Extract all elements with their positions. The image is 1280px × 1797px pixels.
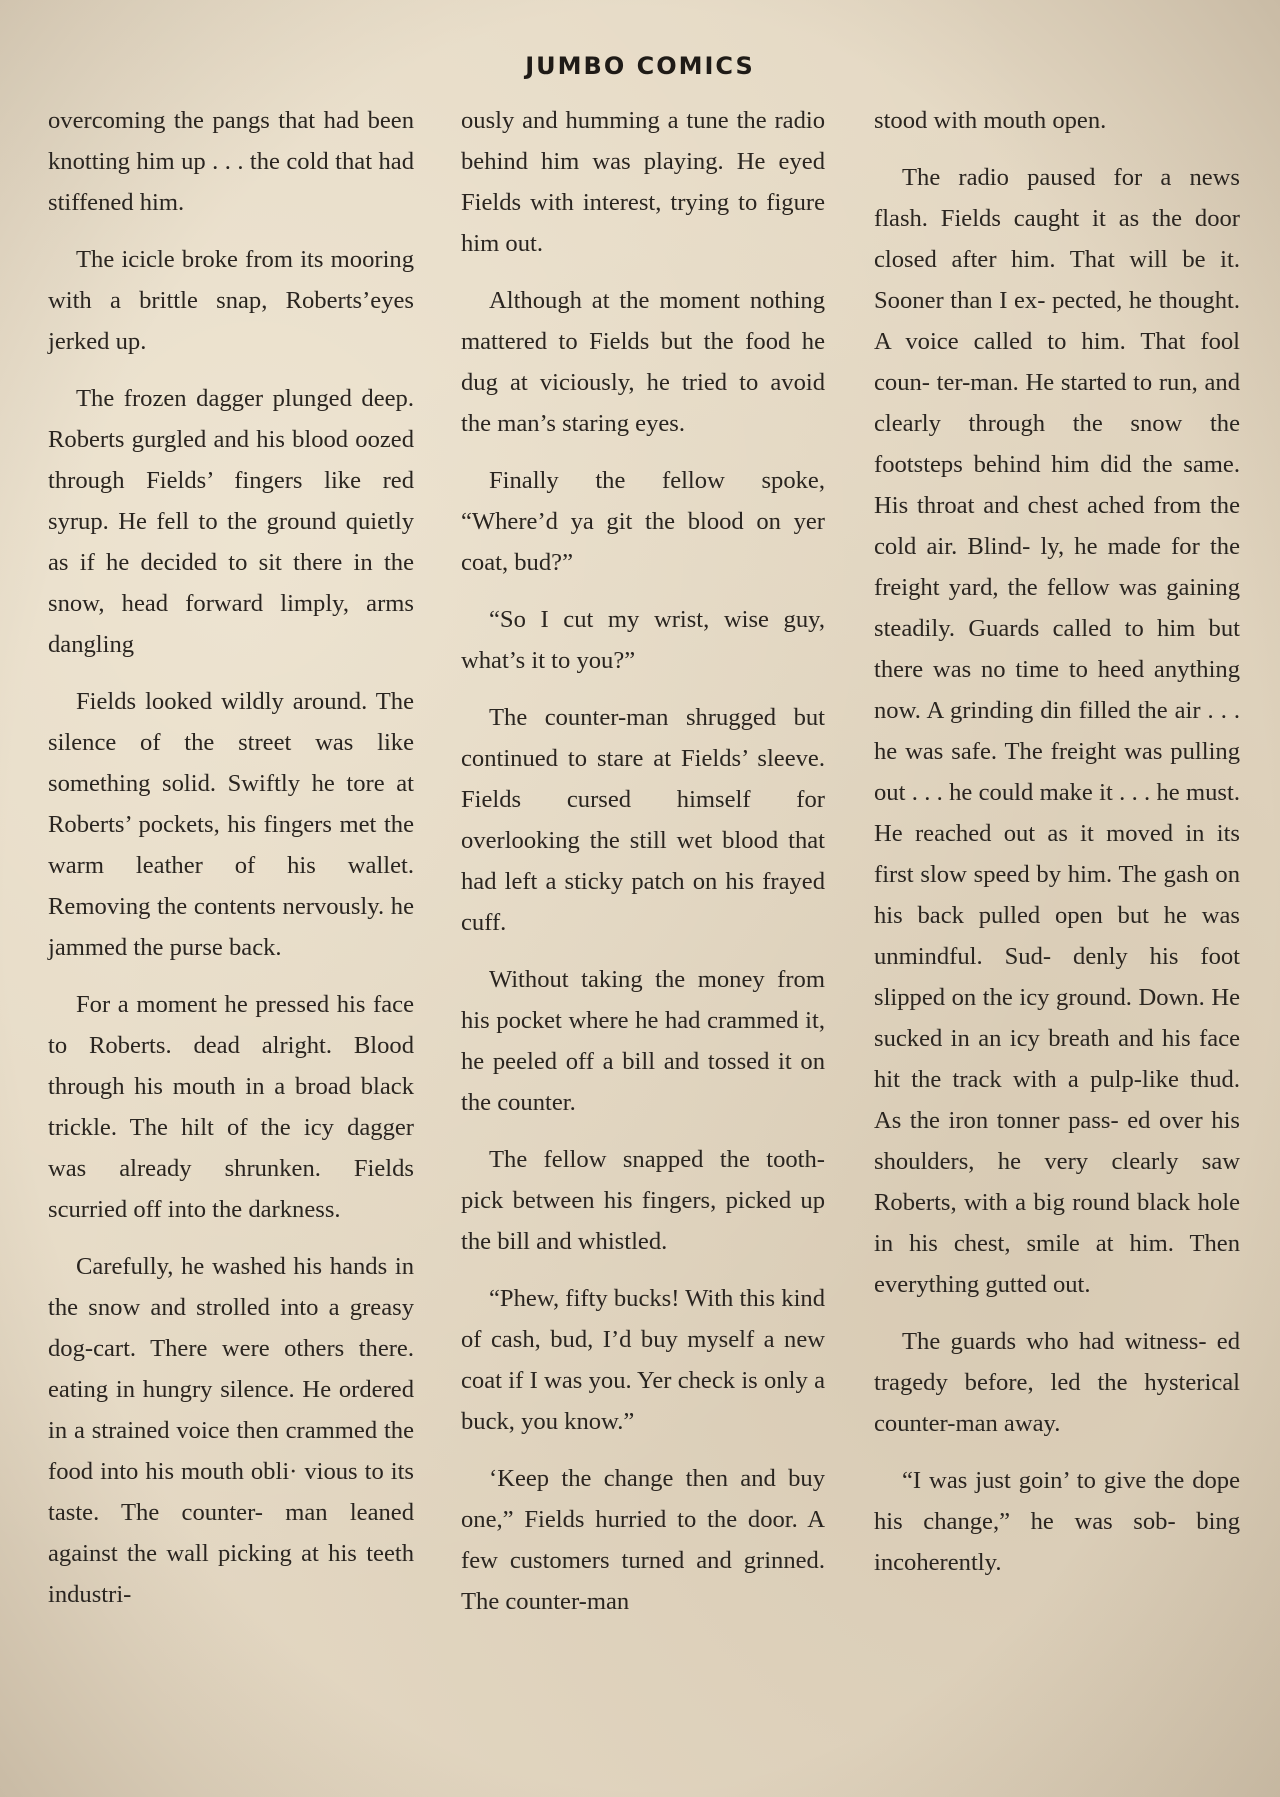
- paragraph: “I was just goin’ to give the dope his change,” he was sob- bing incoherently.: [874, 1467, 1240, 1576]
- text-column-3: [874, 100, 1240, 1583]
- paragraph: “So I cut my wrist, wise guy, what’s it to you?”: [461, 606, 825, 674]
- running-header: JUMBO COMICS: [525, 52, 755, 80]
- paragraph: Carefully, he washed his hands in the snow and strolled into a greasy dog-cart. There were others there. eating in hungry silence. He ordered in a strained voice then crammed the food into his mouth obli· vious to its taste. The counter- man leaned against the wall picking at his teeth industri-: [48, 1253, 414, 1608]
- text-column-2: [461, 100, 825, 1622]
- paragraph: stood with mouth open.: [874, 107, 1107, 134]
- paragraph: ously and humming a tune the radio behind him was playing. He eyed Fields with interest, trying to figure him out.: [461, 107, 825, 257]
- paragraph: The fellow snapped the tooth-pick between his fingers, picked up the bill and whistled.: [461, 1146, 825, 1255]
- paragraph: For a moment he pressed his face to Roberts. dead alright. Blood through his mouth in a broad black trickle. The hilt of the icy dagger was already shrunken. Fields scurried off into the darkness.: [48, 991, 414, 1223]
- paragraph: overcoming the pangs that had been knotting him up . . . the cold that had stiffened him.: [48, 107, 414, 216]
- paragraph: The radio paused for a news flash. Fields caught it as the door closed after him. That will be it. Sooner than I ex- pected, he thought. A voice called to him. That fool coun- ter-man. He started to run, and clearly through the snow the footsteps behind him did the same. His throat and chest ached from the cold air. Blind- ly, he made for the freight yard, the fellow was gaining steadily. Guards called to him but there was no time to heed anything now. A grinding din filled the air . . . he was safe. The freight was pulling out . . . he could make it . . . he must. He reached out as it moved in its first slow speed by him. The gash on his back pulled open but he was unmindful. Sud- denly his foot slipped on the icy ground. Down. He sucked in an icy breath and his face hit the track with a pulp-like thud. As the iron tonner pass- ed over his shoulders, he very clearly saw Roberts, with a big round black hole in his chest, smile at him. Then everything gutted out.: [874, 164, 1240, 1298]
- text-column-1: [48, 100, 414, 1615]
- paragraph: Although at the moment nothing mattered to Fields but the food he dug at viciously, he tried to avoid the man’s staring eyes.: [461, 287, 825, 437]
- paragraph: The icicle broke from its mooring with a brittle snap, Roberts’eyes jerked up.: [48, 246, 414, 355]
- paragraph: “Phew, fifty bucks! With this kind of cash, bud, I’d buy myself a new coat if I was you. Yer check is only a buck, you know.”: [461, 1285, 825, 1435]
- paragraph: ‘Keep the change then and buy one,” Fields hurried to the door. A few customers turned and grinned. The counter-man: [461, 1465, 825, 1615]
- paragraph: The frozen dagger plunged deep. Roberts gurgled and his blood oozed through Fields’ fingers like red syrup. He fell to the ground quietly as if he decided to sit there in the snow, head forward limply, arms dangling: [48, 385, 414, 658]
- paragraph: The counter-man shrugged but continued to stare at Fields’ sleeve. Fields cursed himself for overlooking the still wet blood that had left a sticky patch on his frayed cuff.: [461, 704, 825, 936]
- paragraph: Without taking the money from his pocket where he had crammed it, he peeled off a bill and tossed it on the counter.: [461, 966, 825, 1116]
- paragraph: The guards who had witness- ed tragedy before, led the hysterical counter-man away.: [874, 1328, 1240, 1437]
- paragraph: Finally the fellow spoke, “Where’d ya git the blood on yer coat, bud?”: [461, 467, 825, 576]
- paragraph: Fields looked wildly around. The silence of the street was like something solid. Swiftly he tore at Roberts’ pockets, his fingers met the warm leather of his wallet. Removing the contents nervously. he jammed the purse back.: [48, 688, 414, 961]
